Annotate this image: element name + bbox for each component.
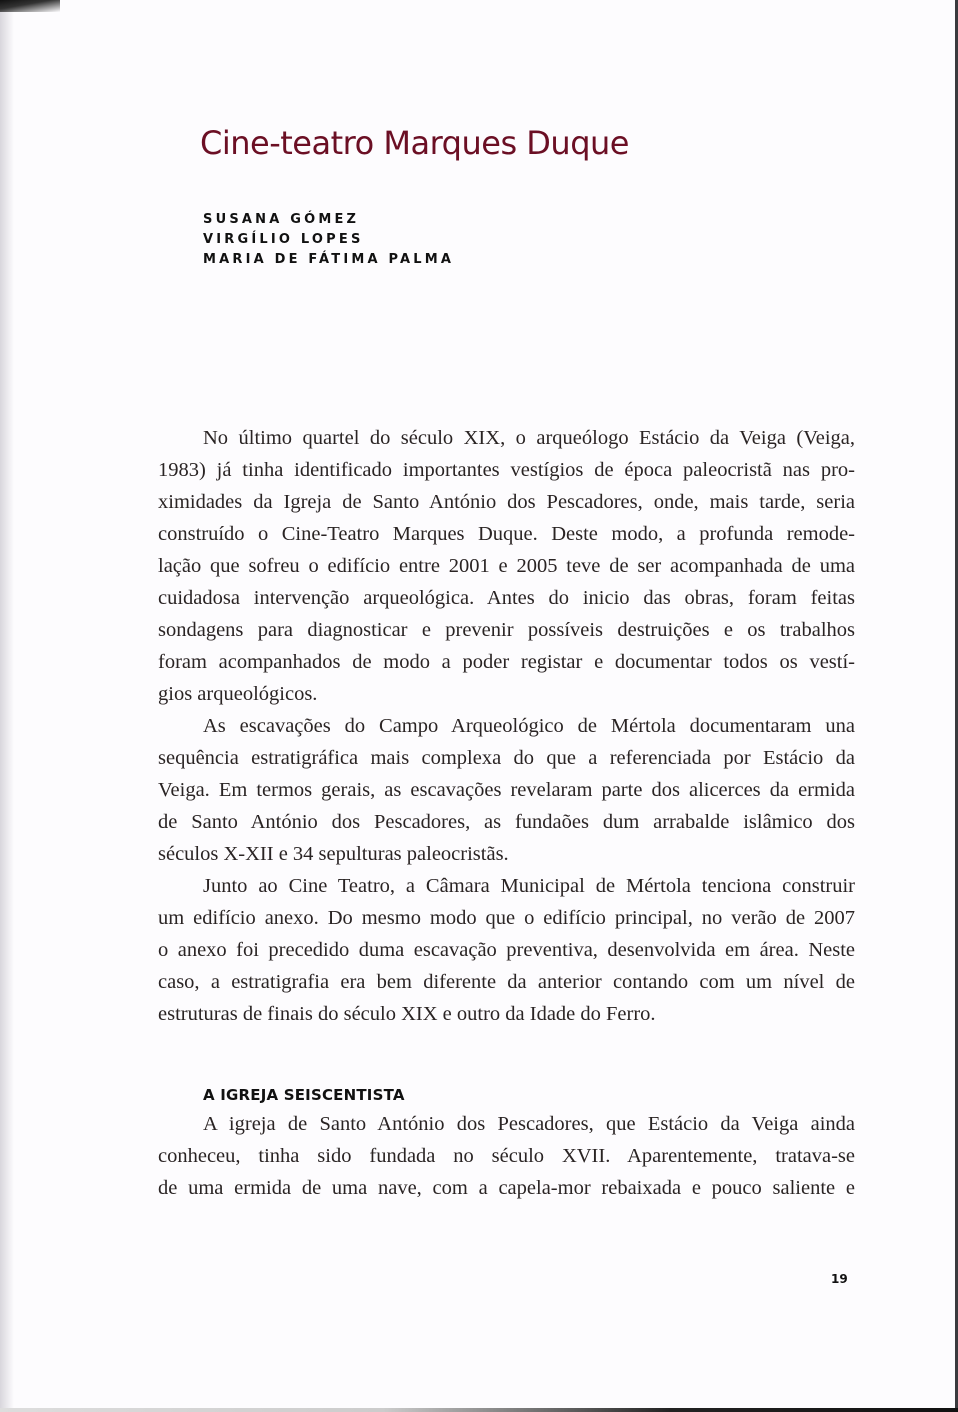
text-line: caso, a estratigrafia era bem diferente da anterior contando com um nível de	[158, 971, 855, 993]
author-list	[203, 210, 454, 270]
text-line: Junto ao Cine Teatro, a Câmara Municipal de Mértola tenciona construir	[203, 875, 855, 897]
text-line: lação que sofreu o edifício entre 2001 e 2005 teve de ser acompanhada de uma	[158, 555, 855, 577]
article-title: Cine-teatro Marques Duque	[200, 124, 629, 162]
text-line: conheceu, tinha sido fundada no século XVII. Aparentemente, tratava-se	[158, 1145, 855, 1167]
paragraph	[158, 870, 855, 1030]
text-line: 1983) já tinha identificado importantes vestígios de época paleocristã nas pro-	[158, 459, 855, 481]
text-line: de Santo António dos Pescadores, as fundaões dum arrabalde islâmico dos	[158, 811, 855, 833]
text-line: No último quartel do século XIX, o arqueólogo Estácio da Veiga (Veiga,	[203, 427, 855, 449]
text-line: séculos X-XII e 34 sepulturas paleocristãs.	[158, 843, 509, 865]
page-bottom-edge	[0, 1408, 958, 1412]
page-number: 19	[831, 1272, 848, 1286]
text-line: construído o Cine-Teatro Marques Duque. Deste modo, a profunda remode-	[158, 523, 855, 545]
text-line: Veiga. Em termos gerais, as escavações revelaram parte dos alicerces da ermida	[158, 779, 855, 801]
text-line: um edifício anexo. Do mesmo modo que o edifício principal, no verão de 2007	[158, 907, 855, 929]
paragraph	[158, 710, 855, 870]
paragraph	[158, 422, 855, 710]
text-line: gios arqueológicos.	[158, 683, 318, 705]
article-body	[158, 422, 855, 1030]
text-line: foram acompanhados de modo a poder registar e documentar todos os vestí-	[158, 651, 855, 673]
section-heading: A IGREJA SEISCENTISTA	[203, 1086, 405, 1104]
page-left-shadow	[0, 0, 14, 1412]
author: MARIA DE FÁTIMA PALMA	[203, 252, 455, 267]
text-line: As escavações do Campo Arqueológico de Mértola documentaram una	[203, 715, 855, 737]
section-body	[158, 1108, 855, 1204]
text-line: ximidades da Igreja de Santo António dos Pescadores, onde, mais tarde, seria	[158, 491, 855, 513]
text-line: cuidadosa intervenção arqueológica. Antes do inicio das obras, foram feitas	[158, 587, 855, 609]
author: SUSANA GÓMEZ	[203, 212, 360, 227]
text-line: estruturas de finais do século XIX e outro da Idade do Ferro.	[158, 1003, 656, 1025]
page-corner-shadow	[0, 0, 60, 12]
text-line: o anexo foi precedido duma escavação preventiva, desenvolvida em área. Neste	[158, 939, 855, 961]
paragraph	[158, 1108, 855, 1204]
text-line: A igreja de Santo António dos Pescadores, que Estácio da Veiga ainda	[203, 1113, 855, 1135]
text-line: de uma ermida de uma nave, com a capela-mor rebaixada e pouco saliente e	[158, 1177, 855, 1199]
author: VIRGÍLIO LOPES	[203, 232, 364, 247]
text-line: sondagens para diagnosticar e prevenir possíveis destruições e os trabalhos	[158, 619, 855, 641]
text-line: sequência estratigráfica mais complexa do que a referenciada por Estácio da	[158, 747, 855, 769]
